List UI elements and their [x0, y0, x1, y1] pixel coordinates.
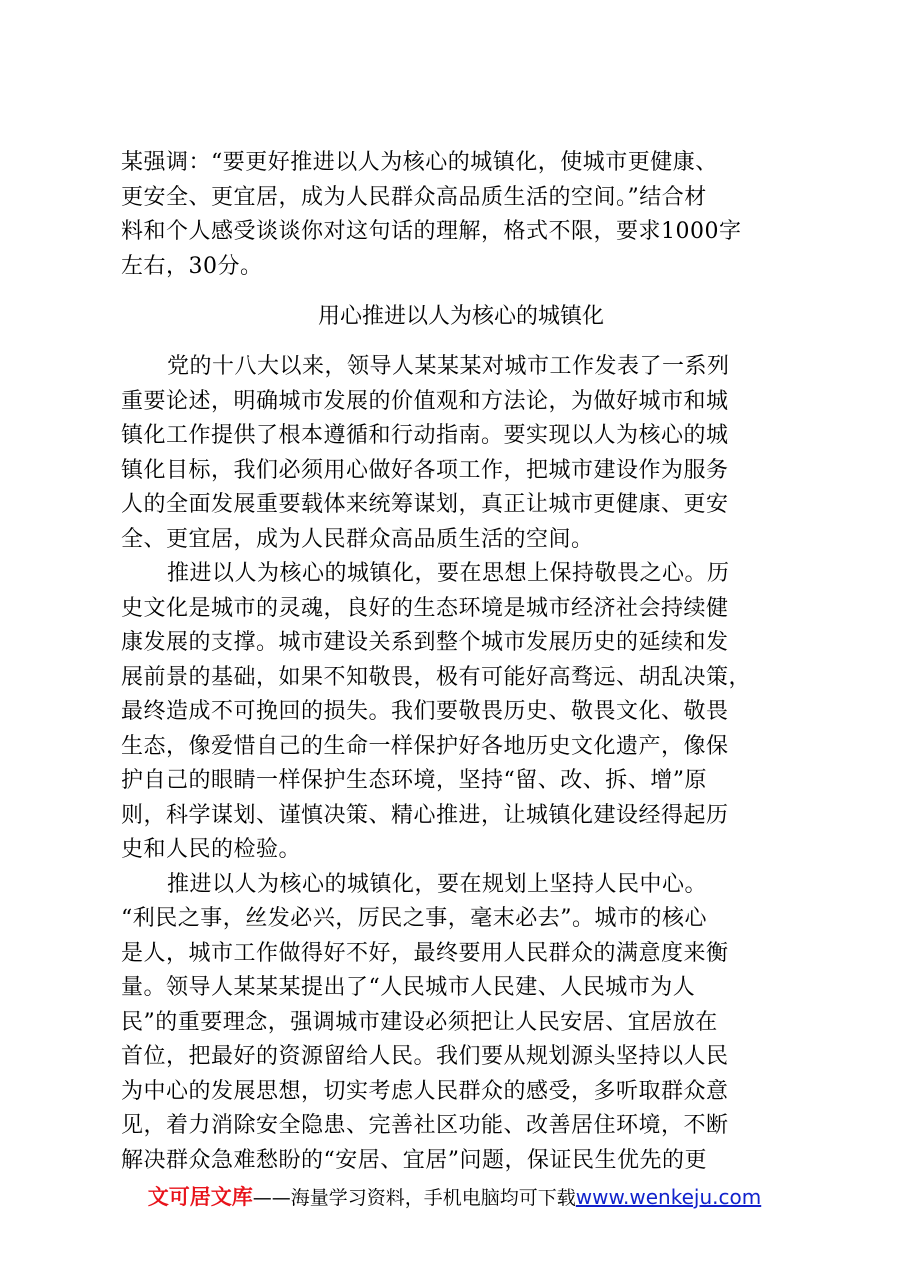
- paragraph-2: [121, 557, 801, 868]
- paragraph-line: 见，着力消除安全隐患、完善社区功能、改善居住环境，不断: [121, 1113, 729, 1138]
- paragraph-line: 人的全面发展重要载体来统筹谋划，真正让城市更健康、更安: [121, 492, 729, 517]
- paragraph-line: 民”的重要理念，强调城市建设必须把让人民安居、宜居放在: [121, 1009, 718, 1035]
- paragraph-line: 为中心的发展思想，切实考虑人民群众的感受，多听取群众意: [121, 1078, 729, 1104]
- document-body: [121, 146, 801, 1178]
- paragraph-line: 推进以人为核心的城镇化，要在思想上保持敬畏之心。历: [167, 561, 730, 586]
- paragraph-line: 重要论述，明确城市发展的价值观和方法论，为做好城市和城: [121, 388, 729, 414]
- paragraph-3: [121, 868, 801, 1179]
- paragraph-line: 康发展的支撑。城市建设关系到整个城市发展历史的延续和发: [121, 630, 729, 655]
- brand-name: 文可居文库: [147, 1185, 253, 1209]
- paragraph-line: 则，科学谋划、谨慎决策、精心推进，让城镇化建设经得起历: [121, 802, 729, 828]
- essay-title: 用心推进以人为核心的城镇化: [317, 304, 604, 329]
- paragraph-line: 史和人民的检验。: [121, 837, 302, 862]
- footer-slogan: ——海量学习资料，手机电脑均可下载: [252, 1187, 576, 1209]
- paragraph-line: 最终造成不可挽回的损失。我们要敬畏历史、敬畏文化、敬畏: [121, 699, 729, 724]
- paragraph-line: 党的十八大以来，领导人某某某对城市工作发表了一系列: [167, 354, 730, 379]
- paragraph-line: 推进以人为核心的城镇化，要在规划上坚持人民中心。: [167, 871, 708, 897]
- footer-banner: [0, 1181, 909, 1214]
- paragraph-1: [121, 350, 801, 557]
- paragraph-line: 全、更宜居，成为人民群众高品质生活的空间。: [121, 526, 594, 552]
- paragraph-line: 史文化是城市的灵魂，良好的生态环境是城市经济社会持续健: [121, 595, 729, 621]
- prompt-line: 料和个人感受谈谈你对这句话的理解，格式不限，要求1000字: [121, 219, 742, 244]
- paragraph-line: 解决群众急难愁盼的“安居、宜居”问题，保证民生优先的更: [121, 1147, 707, 1173]
- website-link[interactable]: www.wenkeju.com: [575, 1185, 762, 1209]
- paragraph-line: 护自己的眼睛一样保护生态环境，坚持“留、改、拆、增”原: [121, 768, 707, 793]
- paragraph-line: 是人，城市工作做得好不好，最终要用人民群众的满意度来衡: [121, 940, 729, 966]
- prompt-line: 左右，30分。: [121, 253, 263, 279]
- paragraph-line: 镇化工作提供了根本遵循和行动指南。要实现以人为核心的城: [121, 423, 729, 448]
- paragraph-line: 首位，把最好的资源留给人民。我们要从规划源头坚持以人民: [121, 1044, 729, 1069]
- paragraph-line: 镇化目标，我们必须用心做好各项工作，把城市建设作为服务: [121, 457, 729, 483]
- prompt-line: 某强调：“要更好推进以人为核心的城镇化，使城市更健康、: [121, 150, 718, 175]
- paragraph-line: 生态，像爱惜自己的生命一样保护好各地历史文化遗产，像保: [121, 733, 729, 759]
- paragraph-line: 展前景的基础，如果不知敬畏，极有可能好高骛远、胡乱决策，: [121, 664, 752, 690]
- prompt-line: 更安全、更宜居，成为人民群众高品质生活的空间。”结合材: [121, 184, 707, 210]
- paragraph-line: 量。领导人某某某提出了“人民城市人民建、人民城市为人: [121, 975, 696, 1000]
- question-prompt: [121, 146, 801, 284]
- paragraph-line: “利民之事，丝发必兴，厉民之事，毫末必去”。城市的核心: [121, 906, 707, 931]
